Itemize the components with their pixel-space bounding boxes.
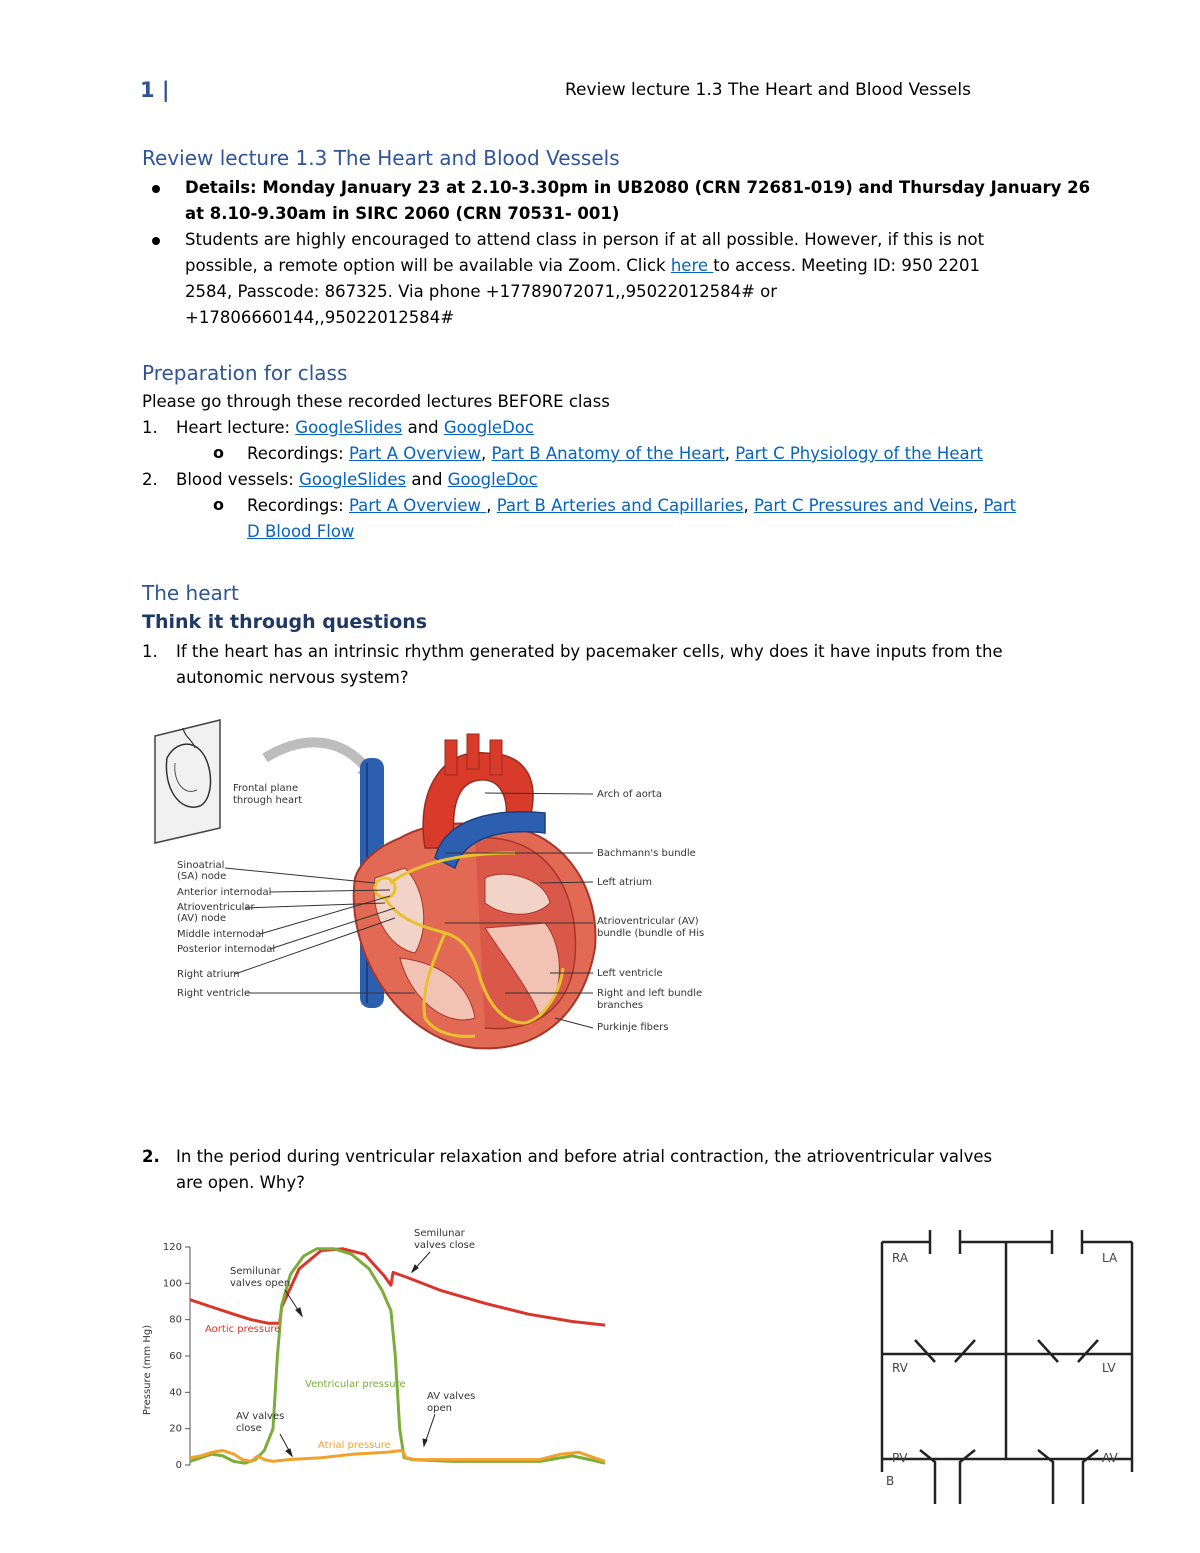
recordings-label: Recordings: [247, 444, 349, 463]
question-1-line-2: autonomic nervous system? [176, 668, 409, 687]
label-branches: branches [597, 1000, 644, 1011]
annotation-semilunar-close: Semilunar [414, 1228, 465, 1239]
annotation-av-open-2: open [427, 1403, 452, 1414]
label-sinoatrial: Sinoatrial [177, 860, 225, 871]
label-bundle-of-his: bundle (bundle of His [597, 928, 705, 939]
students-line-4: +17806660144,,95022012584# [185, 308, 455, 327]
label-right-ventricle: Right ventricle [177, 988, 251, 999]
y-tick-label: 80 [169, 1314, 182, 1326]
subheading-questions: Think it through questions [142, 611, 428, 633]
section-heading-review: Review lecture 1.3 The Heart and Blood Vessels [142, 146, 620, 170]
vessels-recordings: Recordings: Part A Overview , Part B Arteries and Capillaries, Part C Pressures and Veins, Part [247, 496, 1017, 515]
prep-item-1-number: 1. [142, 418, 158, 437]
valve-diagram [860, 1222, 1140, 1512]
y-tick-label: 100 [162, 1278, 182, 1290]
conjunction: and [406, 470, 448, 489]
y-tick-label: 40 [169, 1387, 182, 1399]
students-line-2 [185, 253, 980, 279]
vessels-part-d-link-cont[interactable]: D Blood Flow [247, 522, 355, 541]
right-labels [597, 789, 704, 1033]
annotation-arrows [280, 1252, 435, 1456]
annotation-av-open: AV valves [427, 1391, 476, 1402]
section-heading-prep: Preparation for class [142, 361, 348, 385]
details-line-2: at 8.10-9.30am in SIRC 2060 (CRN 70531- 001) [185, 204, 620, 223]
question-2-line-1: In the period during ventricular relaxation and before atrial contraction, the atrioventricular valves [176, 1147, 993, 1166]
heart-part-b-link[interactable]: Part B Anatomy of the Heart [491, 444, 725, 463]
sub-bullet-icon: o [213, 443, 224, 462]
prep-item-1-label: Heart lecture: [176, 418, 296, 437]
label-b: B [886, 1474, 895, 1488]
y-tick-label: 120 [162, 1242, 182, 1253]
label-frontal-plane: Frontal plane [233, 783, 299, 794]
label-right-atrium: Right atrium [177, 969, 240, 980]
pressure-chart [130, 1220, 620, 1490]
question-1-line-1: If the heart has an intrinsic rhythm generated by pacemaker cells, why does it have inputs from the [176, 642, 1003, 661]
vessels-doc-link[interactable]: GoogleDoc [447, 470, 538, 489]
annotation-semilunar-close-2: valves close [414, 1240, 476, 1251]
series-line-atrial-pressure [190, 1451, 605, 1462]
label-purkinje: Purkinje fibers [597, 1022, 669, 1033]
label-through-heart: through heart [233, 795, 303, 806]
page-number: 1 | [140, 78, 170, 102]
label-av-node: (AV) node [177, 913, 226, 924]
vessels-part-c-link[interactable]: Part C Pressures and Veins [754, 496, 973, 515]
y-tick-label: 20 [169, 1423, 182, 1435]
question-2-number: 2. [142, 1147, 160, 1166]
label-middle-internodal: Middle internodal [177, 929, 265, 940]
prep-item-2-number: 2. [142, 470, 158, 489]
students-line-2-text: possible, a remote option will be available via Zoom. Click [185, 256, 671, 275]
students-line-3: 2584, Passcode: 867325. Via phone +17789072071,,95022012584# or [185, 282, 778, 301]
label-atrioventricular: Atrioventricular [177, 902, 255, 913]
label-av: AV [1102, 1451, 1118, 1465]
label-ra: RA [892, 1251, 909, 1265]
y-tick-label: 0 [175, 1460, 182, 1471]
label-av-bundle: Atrioventricular (AV) [597, 916, 699, 927]
question-1-number: 1. [142, 642, 158, 661]
label-bundle-branches: Right and left bundle [597, 988, 703, 999]
label-rv: RV [892, 1361, 908, 1375]
y-axis-label: Pressure (mm Hg) [142, 1324, 153, 1416]
details-line-1: Details: Monday January 23 at 2.10-3.30pm in UB2080 (CRN 72681-019) and Thursday January 26 [185, 178, 1091, 197]
label-left-ventricle: Left ventricle [597, 968, 663, 979]
annotation-semilunar-open: Semilunar [230, 1266, 281, 1277]
series-label-ventricular: Ventricular pressure [305, 1379, 406, 1390]
students-line-1: Students are highly encouraged to attend class in person if at all possible. However, if this is not [185, 230, 985, 249]
label-posterior-internodal: Posterior internodal [177, 944, 276, 955]
bullet-icon [152, 237, 160, 245]
recordings-label: Recordings: [247, 496, 349, 515]
vessels-part-a-link[interactable]: Part A Overview [348, 496, 487, 515]
label-arch-of-aorta: Arch of aorta [597, 789, 662, 800]
prep-item-1 [176, 415, 534, 441]
y-tick-label: 60 [169, 1351, 182, 1362]
annotation-av-close-2: close [236, 1423, 262, 1434]
frontal-plane-panel [155, 720, 383, 843]
heart-part-a-link[interactable]: Part A Overview [348, 444, 481, 463]
chart-axes [163, 1242, 190, 1471]
bullet-icon [152, 185, 160, 193]
annotation-semilunar-open-2: valves open [230, 1278, 291, 1289]
heart-doc-link[interactable]: GoogleDoc [443, 418, 534, 437]
label-sa-node: (SA) node [177, 871, 227, 882]
prep-item-2 [176, 467, 538, 493]
heart-recordings: Recordings: Part A Overview, Part B Anatomy of the Heart, Part C Physiology of the Heart [247, 444, 983, 463]
heart-conduction-figure [145, 718, 705, 1058]
heart-slides-link[interactable]: GoogleSlides [295, 418, 403, 437]
prep-item-2-label: Blood vessels: [176, 470, 300, 489]
label-left-atrium: Left atrium [597, 877, 653, 888]
annotation-av-close: AV valves [236, 1411, 285, 1422]
series-label-atrial: Atrial pressure [318, 1440, 391, 1451]
sub-bullet-icon: o [213, 495, 224, 514]
vessels-part-b-link[interactable]: Part B Arteries and Capillaries [496, 496, 744, 515]
label-bachmann: Bachmann's bundle [597, 848, 696, 859]
students-line-2-tail: to access. Meeting ID: 950 2201 [713, 256, 981, 275]
label-lv: LV [1102, 1361, 1116, 1375]
running-title: Review lecture 1.3 The Heart and Blood Vessels [565, 80, 971, 100]
vessels-slides-link[interactable]: GoogleSlides [299, 470, 407, 489]
label-la: LA [1102, 1251, 1118, 1265]
label-anterior-internodal: Anterior internodal [177, 887, 272, 898]
series-label-aortic: Aortic pressure [205, 1324, 281, 1335]
heart-part-c-link[interactable]: Part C Physiology of the Heart [735, 444, 983, 463]
label-pv: PV [892, 1451, 908, 1465]
vessels-part-d-link[interactable]: Part [983, 496, 1017, 515]
zoom-link[interactable]: here [670, 256, 714, 275]
section-heading-heart: The heart [142, 581, 239, 605]
question-2-line-2: are open. Why? [176, 1173, 305, 1192]
conjunction: and [402, 418, 444, 437]
prep-intro: Please go through these recorded lectures BEFORE class [142, 392, 610, 411]
